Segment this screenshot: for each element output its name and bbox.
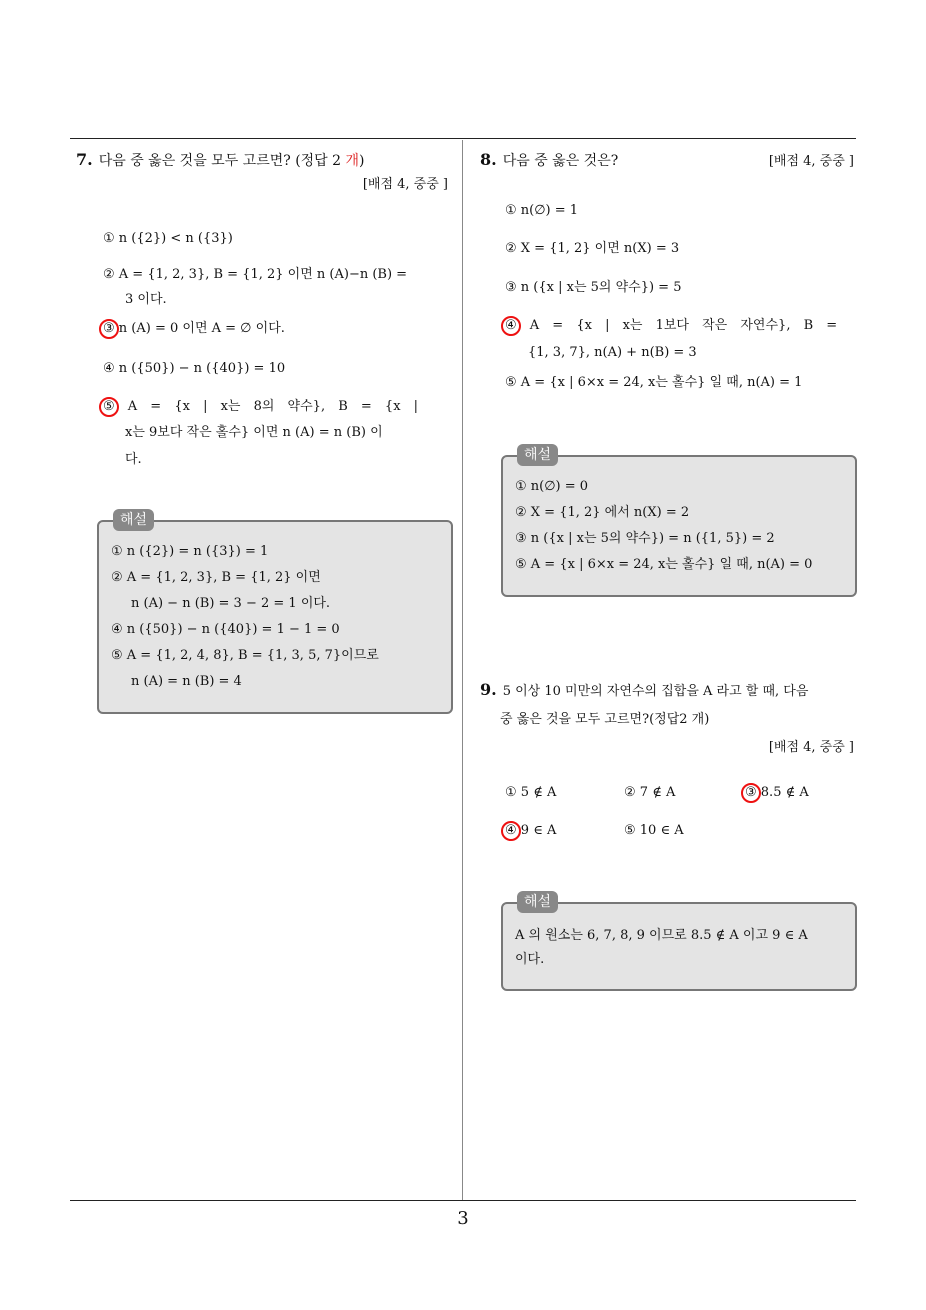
bottom-rule bbox=[70, 1200, 856, 1201]
page-number: 3 bbox=[457, 1208, 469, 1229]
solution-line: n (A) = n (B) = 4 bbox=[131, 674, 242, 689]
q8-solution-box bbox=[501, 447, 857, 597]
question-text: 다음 중 옳은 것은? bbox=[502, 153, 619, 169]
question-score: [배점 4, 중중 ] bbox=[768, 154, 854, 169]
solution-line: ① n(∅) = 0 bbox=[515, 479, 589, 494]
question-score: [배점 4, 중중 ] bbox=[362, 177, 448, 192]
q8-option-5[interactable]: ⑤ A = {x | 6×x = 24, x는 홀수} 일 때, n(A) = 1 bbox=[505, 375, 803, 390]
q9-option-1[interactable]: ① 5 ∉ A bbox=[505, 785, 557, 800]
question-9 bbox=[480, 678, 858, 755]
q9-solution-box bbox=[501, 894, 857, 991]
question-text-end: ) bbox=[359, 153, 365, 169]
question-text: 5 이상 10 미만의 자연수의 집합을 A 라고 할 때, 다음 bbox=[502, 684, 809, 699]
question-7 bbox=[76, 148, 448, 192]
solution-line: ① n ({2}) = n ({3}) = 1 bbox=[111, 544, 269, 559]
question-7-stem bbox=[76, 148, 448, 173]
q9-option-3[interactable]: ③ 8.5 ∉ A bbox=[745, 785, 809, 800]
q9-option-2[interactable]: ② 7 ∉ A bbox=[624, 785, 676, 800]
q7-option-4[interactable]: ④ n ({50}) − n ({40}) = 10 bbox=[103, 361, 286, 376]
q8-option-2[interactable]: ② X = {1, 2} 이면 n(X) = 3 bbox=[505, 241, 680, 256]
solution-line: 이다. bbox=[515, 952, 545, 967]
q9-option-4[interactable]: ④ 9 ∈ A bbox=[505, 823, 557, 838]
q8-option-1[interactable]: ① n(∅) = 1 bbox=[505, 203, 579, 218]
q7-option-2[interactable]: ② A = {1, 2, 3}, B = {1, 2} 이면 n (A)−n (B) = bbox=[103, 267, 408, 282]
q8-option-3[interactable]: ③ n ({x | x는 5의 약수}) = 5 bbox=[505, 280, 682, 295]
solution-tag: 해설 bbox=[517, 891, 558, 913]
solution-line: n (A) − n (B) = 3 − 2 = 1 이다. bbox=[131, 596, 331, 611]
column-divider bbox=[462, 140, 463, 1201]
solution-line: ② X = {1, 2} 에서 n(X) = 2 bbox=[515, 505, 690, 520]
solution-line: ⑤ A = {1, 2, 4, 8}, B = {1, 3, 5, 7}이므로 bbox=[111, 648, 379, 663]
question-text-highlight: 개 bbox=[345, 153, 360, 169]
q7-option-5-cont2: 다. bbox=[125, 452, 142, 467]
q7-option-5-cont: x는 9보다 작은 홀수} 이면 n (A) = n (B) 이 bbox=[125, 425, 383, 440]
q7-option-1[interactable]: ① n ({2}) < n ({3}) bbox=[103, 231, 233, 246]
question-number: 9. bbox=[480, 680, 497, 699]
question-text-cont: 중 옳은 것을 모두 고르면?(정답2 개) bbox=[500, 712, 710, 727]
question-text: 다음 중 옳은 것을 모두 고르면? (정답 2 bbox=[98, 153, 346, 169]
question-score: [배점 4, 중중 ] bbox=[768, 740, 854, 755]
question-number: 7. bbox=[76, 150, 93, 169]
question-9-stem bbox=[480, 678, 858, 704]
q7-option-5[interactable]: ⑤ A = {x | x는 8의 약수}, B = {x | bbox=[103, 399, 419, 414]
solution-line: ⑤ A = {x | 6×x = 24, x는 홀수} 일 때, n(A) = 0 bbox=[515, 557, 813, 572]
q8-option-4-cont: {1, 3, 7}, n(A) + n(B) = 3 bbox=[528, 345, 697, 360]
solution-line: ② A = {1, 2, 3}, B = {1, 2} 이면 bbox=[111, 570, 321, 585]
solution-line: A 의 원소는 6, 7, 8, 9 이므로 8.5 ∉ A 이고 9 ∈ A bbox=[515, 928, 808, 943]
q8-option-4[interactable]: ④ A = {x | x는 1보다 작은 자연수}, B = bbox=[505, 318, 838, 333]
q7-option-3[interactable]: ③ n (A) = 0 이면 A = ∅ 이다. bbox=[103, 321, 285, 336]
question-number: 8. bbox=[480, 150, 497, 169]
q7-solution-box bbox=[97, 512, 453, 714]
q7-option-2-cont: 3 이다. bbox=[125, 292, 167, 307]
q9-option-5[interactable]: ⑤ 10 ∈ A bbox=[624, 823, 684, 838]
solution-line: ③ n ({x | x는 5의 약수}) = n ({1, 5}) = 2 bbox=[515, 531, 775, 546]
solution-tag: 해설 bbox=[517, 444, 558, 466]
solution-tag: 해설 bbox=[113, 509, 154, 531]
solution-line: ④ n ({50}) − n ({40}) = 1 − 1 = 0 bbox=[111, 622, 340, 637]
top-rule bbox=[70, 138, 856, 139]
